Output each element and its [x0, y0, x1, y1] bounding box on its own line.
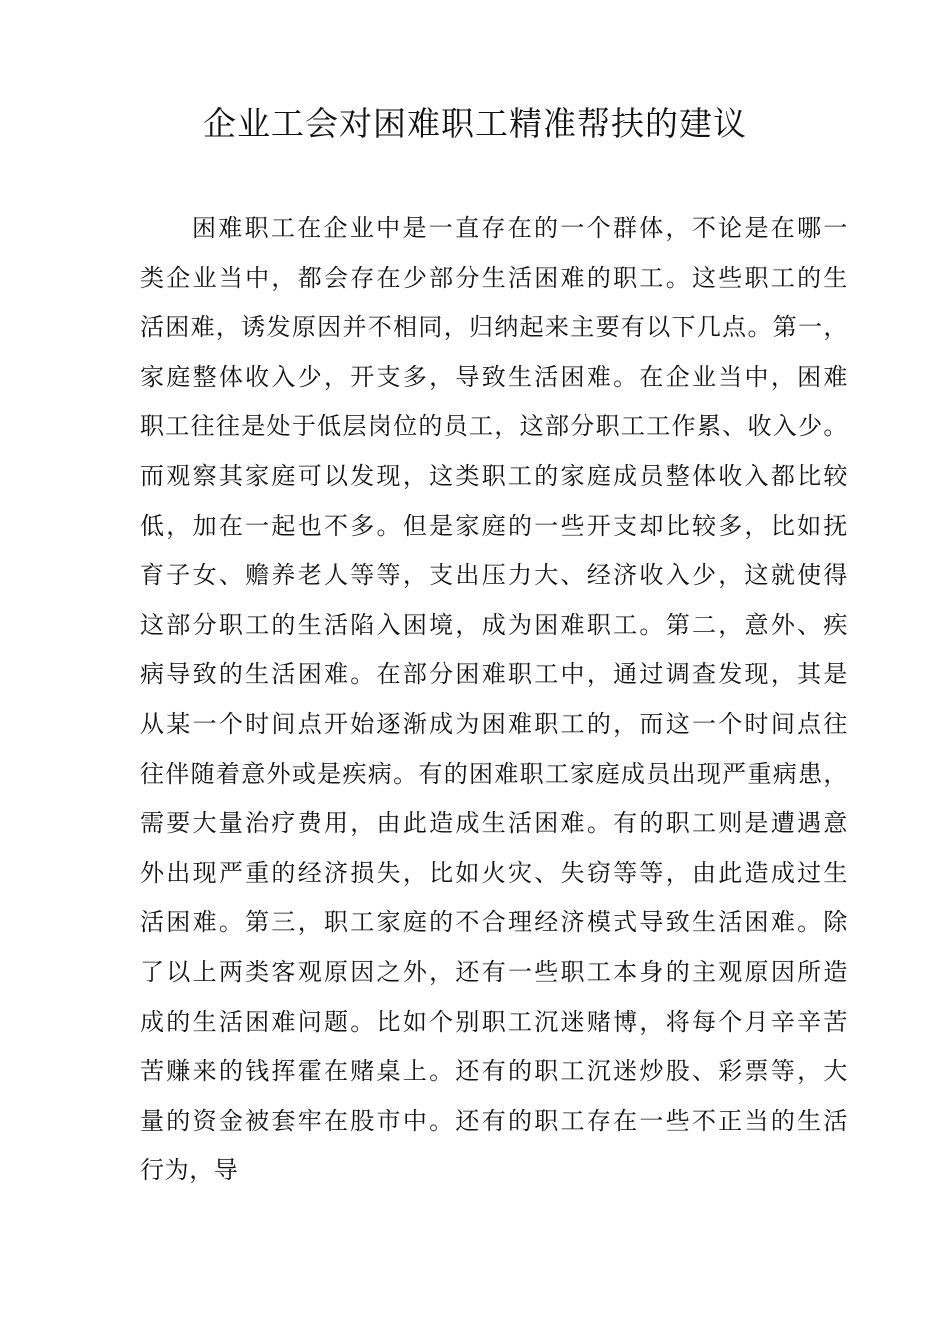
paragraph-line: 育子女、赡养老人等等，支出压力大、经济收入少，这就使得	[140, 561, 848, 590]
paragraph-line: 需要大量治疗费用，由此造成生活困难。有的职工则是遭遇意	[140, 809, 848, 838]
paragraph-line: 活困难，诱发原因并不相同，归纳起来主要有以下几点。第一，	[140, 313, 848, 342]
body-paragraph	[140, 204, 848, 1196]
paragraph-line: 而观察其家庭可以发现，这类职工的家庭成员整体收入都比较	[140, 461, 848, 490]
paragraph-line: 活困难。第三，职工家庭的不合理经济模式导致生活困难。除	[140, 908, 848, 937]
paragraph-line: 往伴随着意外或是疾病。有的困难职工家庭成员出现严重病患，	[140, 759, 848, 788]
paragraph-line: 病导致的生活困难。在部分困难职工中，通过调查发现，其是	[140, 660, 848, 689]
paragraph-line: 行为，导	[140, 1156, 239, 1185]
paragraph-line: 从某一个时间点开始逐渐成为困难职工的，而这一个时间点往	[140, 709, 848, 738]
paragraph-line: 成的生活困难问题。比如个别职工沉迷赌博，将每个月辛辛苦	[140, 1007, 848, 1036]
paragraph-line: 类企业当中，都会存在少部分生活困难的职工。这些职工的生	[140, 263, 848, 292]
document-title: 企业工会对困难职工精准帮扶的建议	[203, 104, 747, 143]
paragraph-line: 苦赚来的钱挥霍在赌桌上。还有的职工沉迷炒股、彩票等，大	[140, 1057, 848, 1086]
paragraph-line: 家庭整体收入少，开支多，导致生活困难。在企业当中，困难	[140, 362, 848, 391]
paragraph-line: 困难职工在企业中是一直存在的一个群体，不论是在哪一	[192, 214, 848, 242]
paragraph-line: 量的资金被套牢在股市中。还有的职工存在一些不正当的生活	[140, 1106, 848, 1135]
paragraph-line: 外出现严重的经济损失，比如火灾、失窃等等，由此造成过生	[140, 858, 848, 887]
paragraph-line: 了以上两类客观原因之外，还有一些职工本身的主观原因所造	[140, 957, 848, 986]
paragraph-line: 低，加在一起也不多。但是家庭的一些开支却比较多，比如抚	[140, 511, 848, 540]
paragraph-line: 这部分职工的生活陷入困境，成为困难职工。第二，意外、疾	[140, 610, 848, 639]
paragraph-line: 职工往往是处于低层岗位的员工，这部分职工工作累、收入少。	[140, 412, 848, 441]
